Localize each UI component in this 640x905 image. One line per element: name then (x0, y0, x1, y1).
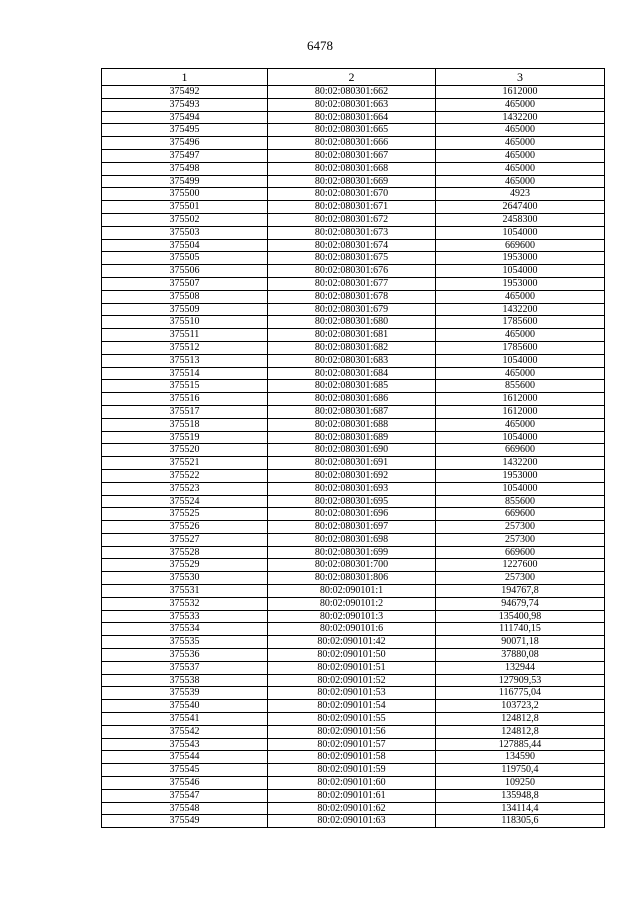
row-number-cell: 375533 (102, 610, 268, 623)
table-row (102, 341, 605, 354)
table-body (102, 86, 605, 828)
table-row (102, 725, 605, 738)
value-cell: 855600 (436, 495, 605, 508)
row-number-cell: 375520 (102, 444, 268, 457)
column-header-2: 2 (268, 69, 436, 86)
value-cell: 1227600 (436, 559, 605, 572)
table-row (102, 149, 605, 162)
row-number-cell: 375539 (102, 687, 268, 700)
table-row (102, 687, 605, 700)
row-number-cell: 375523 (102, 482, 268, 495)
row-number-cell: 375547 (102, 789, 268, 802)
table-row (102, 649, 605, 662)
value-cell: 855600 (436, 380, 605, 393)
table-row (102, 393, 605, 406)
table-row (102, 277, 605, 290)
row-number-cell: 375517 (102, 405, 268, 418)
row-number-cell: 375526 (102, 521, 268, 534)
row-number-cell: 375527 (102, 533, 268, 546)
table-row (102, 700, 605, 713)
table-row (102, 367, 605, 380)
row-number-cell: 375538 (102, 674, 268, 687)
value-cell: 194767,8 (436, 585, 605, 598)
value-cell: 103723,2 (436, 700, 605, 713)
row-number-cell: 375501 (102, 201, 268, 214)
column-header-1: 1 (102, 69, 268, 86)
table-row (102, 316, 605, 329)
row-number-cell: 375502 (102, 213, 268, 226)
value-cell: 124812,8 (436, 713, 605, 726)
cadastral-number-cell: 80:02:080301:662 (268, 86, 436, 99)
value-cell: 465000 (436, 290, 605, 303)
value-cell: 134590 (436, 751, 605, 764)
value-cell: 132944 (436, 661, 605, 674)
cadastral-number-cell: 80:02:090101:54 (268, 700, 436, 713)
table-row (102, 124, 605, 137)
table-row (102, 469, 605, 482)
row-number-cell: 375516 (102, 393, 268, 406)
cadastral-number-cell: 80:02:080301:675 (268, 252, 436, 265)
table-row (102, 201, 605, 214)
table-row (102, 610, 605, 623)
table-row (102, 508, 605, 521)
table-row (102, 521, 605, 534)
table-row (102, 354, 605, 367)
value-cell: 135400,98 (436, 610, 605, 623)
row-number-cell: 375536 (102, 649, 268, 662)
row-number-cell: 375494 (102, 111, 268, 124)
row-number-cell: 375549 (102, 815, 268, 828)
table-row (102, 815, 605, 828)
cadastral-number-cell: 80:02:090101:55 (268, 713, 436, 726)
value-cell: 465000 (436, 175, 605, 188)
row-number-cell: 375506 (102, 265, 268, 278)
table-row (102, 265, 605, 278)
cadastral-number-cell: 80:02:090101:6 (268, 623, 436, 636)
value-cell: 37880,08 (436, 649, 605, 662)
table-row (102, 175, 605, 188)
value-cell: 1054000 (436, 354, 605, 367)
cadastral-number-cell: 80:02:080301:696 (268, 508, 436, 521)
row-number-cell: 375528 (102, 546, 268, 559)
value-cell: 1432200 (436, 111, 605, 124)
row-number-cell: 375511 (102, 329, 268, 342)
cadastral-number-cell: 80:02:080301:663 (268, 98, 436, 111)
value-cell: 669600 (436, 239, 605, 252)
value-cell: 465000 (436, 367, 605, 380)
row-number-cell: 375537 (102, 661, 268, 674)
table-row (102, 572, 605, 585)
cadastral-number-cell: 80:02:080301:669 (268, 175, 436, 188)
value-cell: 669600 (436, 508, 605, 521)
table-row (102, 290, 605, 303)
cadastral-number-cell: 80:02:090101:53 (268, 687, 436, 700)
row-number-cell: 375504 (102, 239, 268, 252)
cadastral-number-cell: 80:02:080301:679 (268, 303, 436, 316)
table-row (102, 585, 605, 598)
cadastral-number-cell: 80:02:080301:667 (268, 149, 436, 162)
value-cell: 669600 (436, 444, 605, 457)
cadastral-number-cell: 80:02:080301:680 (268, 316, 436, 329)
cadastral-number-cell: 80:02:080301:666 (268, 137, 436, 150)
row-number-cell: 375493 (102, 98, 268, 111)
table-row (102, 751, 605, 764)
row-number-cell: 375535 (102, 636, 268, 649)
value-cell: 90071,18 (436, 636, 605, 649)
table-row (102, 380, 605, 393)
table-row (102, 559, 605, 572)
row-number-cell: 375541 (102, 713, 268, 726)
table-row (102, 162, 605, 175)
row-number-cell: 375529 (102, 559, 268, 572)
cadastral-number-cell: 80:02:080301:686 (268, 393, 436, 406)
value-cell: 2647400 (436, 201, 605, 214)
cadastral-number-cell: 80:02:080301:684 (268, 367, 436, 380)
cadastral-number-cell: 80:02:090101:52 (268, 674, 436, 687)
cadastral-number-cell: 80:02:080301:688 (268, 418, 436, 431)
value-cell: 4923 (436, 188, 605, 201)
row-number-cell: 375534 (102, 623, 268, 636)
cadastral-number-cell: 80:02:080301:674 (268, 239, 436, 252)
registry-table (101, 68, 605, 828)
value-cell: 1953000 (436, 469, 605, 482)
cadastral-number-cell: 80:02:080301:665 (268, 124, 436, 137)
table-row (102, 239, 605, 252)
value-cell: 465000 (436, 137, 605, 150)
row-number-cell: 375492 (102, 86, 268, 99)
cadastral-number-cell: 80:02:090101:62 (268, 802, 436, 815)
row-number-cell: 375508 (102, 290, 268, 303)
table-row (102, 137, 605, 150)
cadastral-number-cell: 80:02:080301:683 (268, 354, 436, 367)
cadastral-number-cell: 80:02:090101:59 (268, 764, 436, 777)
table-row (102, 329, 605, 342)
cadastral-number-cell: 80:02:080301:699 (268, 546, 436, 559)
table-row (102, 252, 605, 265)
table-row (102, 777, 605, 790)
row-number-cell: 375532 (102, 597, 268, 610)
value-cell: 1953000 (436, 277, 605, 290)
value-cell: 135948,8 (436, 789, 605, 802)
cadastral-number-cell: 80:02:080301:673 (268, 226, 436, 239)
table-row (102, 303, 605, 316)
cadastral-number-cell: 80:02:080301:700 (268, 559, 436, 572)
table-row (102, 405, 605, 418)
row-number-cell: 375497 (102, 149, 268, 162)
value-cell: 118305,6 (436, 815, 605, 828)
table-row (102, 457, 605, 470)
row-number-cell: 375546 (102, 777, 268, 790)
row-number-cell: 375496 (102, 137, 268, 150)
value-cell: 669600 (436, 546, 605, 559)
row-number-cell: 375519 (102, 431, 268, 444)
row-number-cell: 375525 (102, 508, 268, 521)
cadastral-number-cell: 80:02:080301:806 (268, 572, 436, 585)
cadastral-number-cell: 80:02:080301:672 (268, 213, 436, 226)
cadastral-number-cell: 80:02:080301:692 (268, 469, 436, 482)
value-cell: 257300 (436, 521, 605, 534)
table-row (102, 188, 605, 201)
row-number-cell: 375524 (102, 495, 268, 508)
cadastral-number-cell: 80:02:090101:57 (268, 738, 436, 751)
value-cell: 1432200 (436, 303, 605, 316)
row-number-cell: 375514 (102, 367, 268, 380)
table-row (102, 597, 605, 610)
table-row (102, 764, 605, 777)
row-number-cell: 375510 (102, 316, 268, 329)
table-row (102, 111, 605, 124)
value-cell: 465000 (436, 162, 605, 175)
value-cell: 116775,04 (436, 687, 605, 700)
value-cell: 1612000 (436, 393, 605, 406)
cadastral-number-cell: 80:02:090101:61 (268, 789, 436, 802)
value-cell: 119750,4 (436, 764, 605, 777)
table-row (102, 546, 605, 559)
cadastral-number-cell: 80:02:080301:698 (268, 533, 436, 546)
cadastral-number-cell: 80:02:080301:671 (268, 201, 436, 214)
cadastral-number-cell: 80:02:080301:677 (268, 277, 436, 290)
cadastral-number-cell: 80:02:090101:1 (268, 585, 436, 598)
cadastral-number-cell: 80:02:090101:63 (268, 815, 436, 828)
row-number-cell: 375543 (102, 738, 268, 751)
table-row (102, 802, 605, 815)
value-cell: 1785600 (436, 316, 605, 329)
value-cell: 1054000 (436, 482, 605, 495)
row-number-cell: 375542 (102, 725, 268, 738)
row-number-cell: 375518 (102, 418, 268, 431)
table-row (102, 226, 605, 239)
value-cell: 124812,8 (436, 725, 605, 738)
row-number-cell: 375515 (102, 380, 268, 393)
value-cell: 134114,4 (436, 802, 605, 815)
cadastral-number-cell: 80:02:090101:42 (268, 636, 436, 649)
cadastral-number-cell: 80:02:090101:58 (268, 751, 436, 764)
table-row (102, 738, 605, 751)
value-cell: 465000 (436, 149, 605, 162)
cadastral-number-cell: 80:02:090101:50 (268, 649, 436, 662)
cadastral-number-cell: 80:02:080301:682 (268, 341, 436, 354)
row-number-cell: 375545 (102, 764, 268, 777)
table-row (102, 713, 605, 726)
row-number-cell: 375530 (102, 572, 268, 585)
row-number-cell: 375521 (102, 457, 268, 470)
table-header (102, 69, 605, 86)
table-row (102, 98, 605, 111)
page-number: 6478 (307, 38, 333, 53)
row-number-cell: 375509 (102, 303, 268, 316)
value-cell: 111740,15 (436, 623, 605, 636)
cadastral-number-cell: 80:02:080301:693 (268, 482, 436, 495)
table-row (102, 418, 605, 431)
row-number-cell: 375495 (102, 124, 268, 137)
value-cell: 1054000 (436, 226, 605, 239)
table-row (102, 533, 605, 546)
value-cell: 94679,74 (436, 597, 605, 610)
value-cell: 1953000 (436, 252, 605, 265)
table-row (102, 674, 605, 687)
value-cell: 109250 (436, 777, 605, 790)
table-row (102, 636, 605, 649)
table-row (102, 213, 605, 226)
cadastral-number-cell: 80:02:080301:678 (268, 290, 436, 303)
row-number-cell: 375548 (102, 802, 268, 815)
cadastral-number-cell: 80:02:080301:681 (268, 329, 436, 342)
row-number-cell: 375499 (102, 175, 268, 188)
cadastral-number-cell: 80:02:080301:695 (268, 495, 436, 508)
table-row (102, 623, 605, 636)
row-number-cell: 375544 (102, 751, 268, 764)
cadastral-number-cell: 80:02:080301:685 (268, 380, 436, 393)
table-row (102, 86, 605, 99)
table-row (102, 789, 605, 802)
cadastral-number-cell: 80:02:080301:664 (268, 111, 436, 124)
header-row (102, 69, 605, 86)
table-row (102, 495, 605, 508)
value-cell: 127885,44 (436, 738, 605, 751)
value-cell: 257300 (436, 572, 605, 585)
cadastral-number-cell: 80:02:080301:690 (268, 444, 436, 457)
cadastral-number-cell: 80:02:090101:2 (268, 597, 436, 610)
row-number-cell: 375503 (102, 226, 268, 239)
value-cell: 1612000 (436, 86, 605, 99)
value-cell: 465000 (436, 124, 605, 137)
table-row (102, 482, 605, 495)
value-cell: 1785600 (436, 341, 605, 354)
cadastral-number-cell: 80:02:080301:676 (268, 265, 436, 278)
cadastral-number-cell: 80:02:080301:687 (268, 405, 436, 418)
value-cell: 1612000 (436, 405, 605, 418)
row-number-cell: 375505 (102, 252, 268, 265)
cadastral-number-cell: 80:02:080301:697 (268, 521, 436, 534)
table-row (102, 661, 605, 674)
row-number-cell: 375522 (102, 469, 268, 482)
cadastral-number-cell: 80:02:080301:668 (268, 162, 436, 175)
value-cell: 1054000 (436, 431, 605, 444)
cadastral-number-cell: 80:02:080301:689 (268, 431, 436, 444)
row-number-cell: 375540 (102, 700, 268, 713)
value-cell: 465000 (436, 98, 605, 111)
row-number-cell: 375507 (102, 277, 268, 290)
table-row (102, 444, 605, 457)
row-number-cell: 375498 (102, 162, 268, 175)
value-cell: 127909,53 (436, 674, 605, 687)
row-number-cell: 375513 (102, 354, 268, 367)
cadastral-number-cell: 80:02:080301:691 (268, 457, 436, 470)
cadastral-number-cell: 80:02:090101:3 (268, 610, 436, 623)
value-cell: 465000 (436, 329, 605, 342)
value-cell: 1054000 (436, 265, 605, 278)
row-number-cell: 375500 (102, 188, 268, 201)
value-cell: 2458300 (436, 213, 605, 226)
cadastral-number-cell: 80:02:080301:670 (268, 188, 436, 201)
value-cell: 1432200 (436, 457, 605, 470)
column-header-3: 3 (436, 69, 605, 86)
value-cell: 257300 (436, 533, 605, 546)
table-row (102, 431, 605, 444)
value-cell: 465000 (436, 418, 605, 431)
row-number-cell: 375531 (102, 585, 268, 598)
cadastral-number-cell: 80:02:090101:51 (268, 661, 436, 674)
cadastral-number-cell: 80:02:090101:56 (268, 725, 436, 738)
row-number-cell: 375512 (102, 341, 268, 354)
cadastral-number-cell: 80:02:090101:60 (268, 777, 436, 790)
